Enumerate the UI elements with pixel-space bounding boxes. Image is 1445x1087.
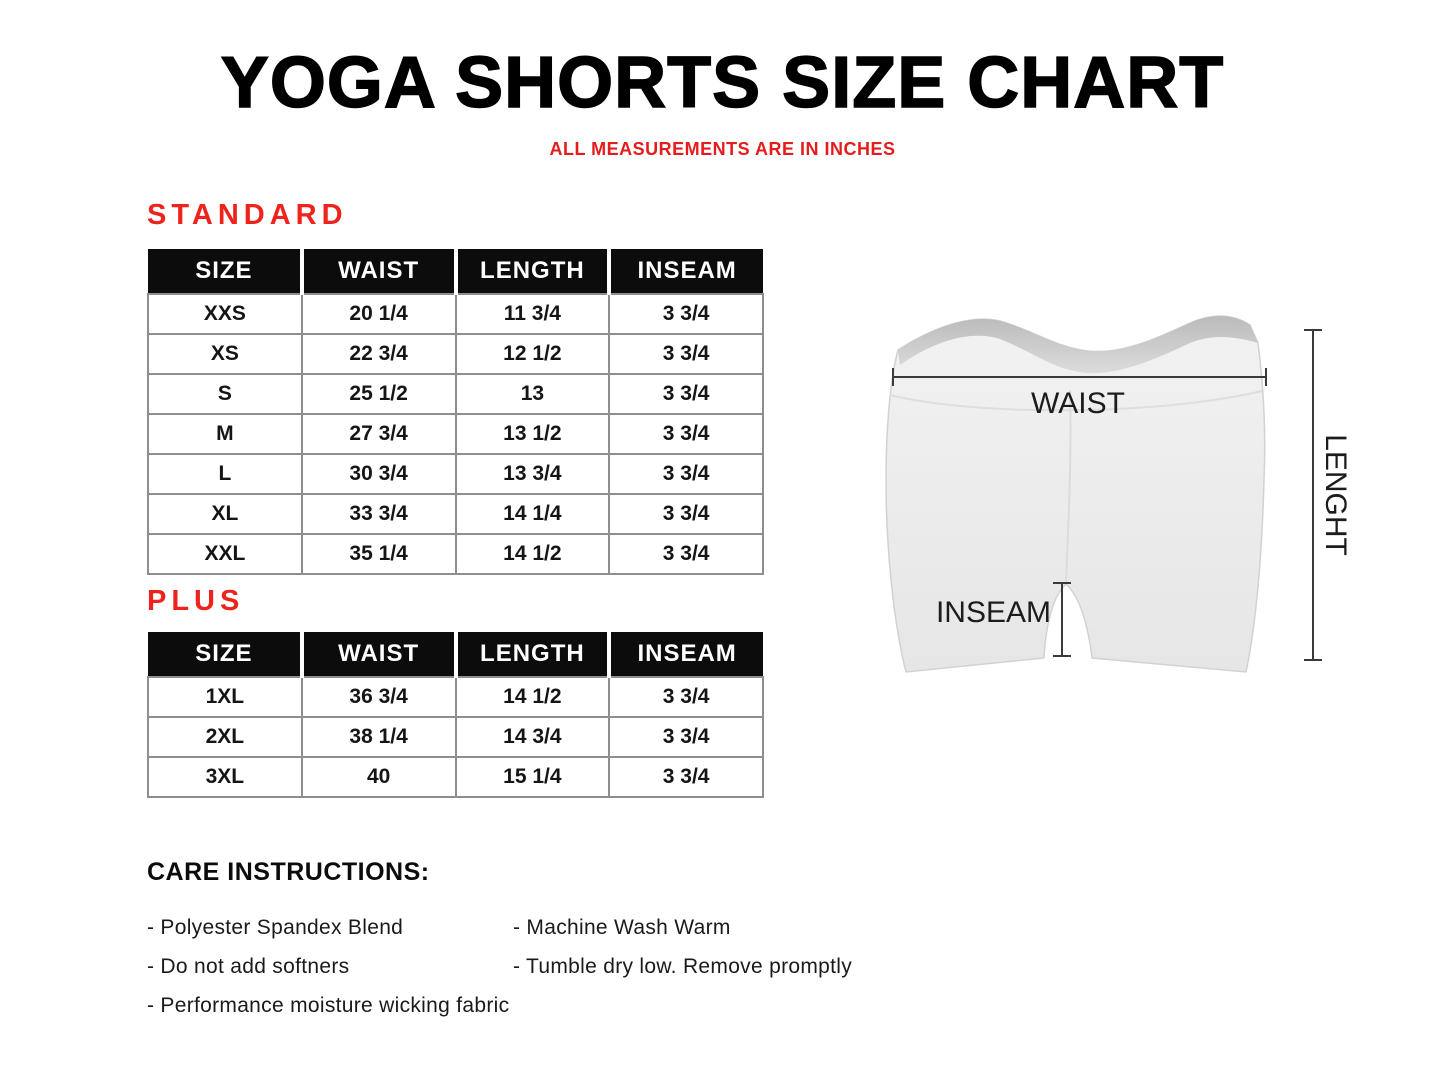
cell-waist: 27 3/4 — [302, 414, 456, 454]
table-row — [148, 494, 763, 534]
cell-size: M — [148, 414, 302, 454]
care-item: - Machine Wash Warm — [513, 916, 731, 939]
waist-label: WAIST — [1031, 387, 1125, 420]
cell-length: 12 1/2 — [456, 334, 610, 374]
page-subtitle: ALL MEASUREMENTS ARE IN INCHES — [549, 139, 896, 159]
shorts-measurement-diagram — [860, 295, 1420, 705]
cell-waist: 22 3/4 — [302, 334, 456, 374]
table-row — [148, 414, 763, 454]
plus-size-table — [147, 632, 764, 798]
cell-length: 15 1/4 — [456, 757, 610, 797]
care-instructions-heading: CARE INSTRUCTIONS: — [147, 858, 430, 886]
cell-length: 11 3/4 — [456, 294, 610, 334]
care-item: - Polyester Spandex Blend — [147, 916, 404, 939]
inseam-label: INSEAM — [935, 596, 1051, 629]
col-header-waist: WAIST — [302, 632, 456, 677]
cell-waist: 20 1/4 — [302, 294, 456, 334]
cell-waist: 30 3/4 — [302, 454, 456, 494]
cell-length: 13 1/2 — [456, 414, 610, 454]
care-item: - Tumble dry low. Remove promptly — [513, 955, 853, 978]
col-header-length: LENGTH — [456, 632, 610, 677]
col-header-waist: WAIST — [302, 249, 456, 294]
cell-size: XS — [148, 334, 302, 374]
table-header-row — [148, 632, 763, 677]
standard-section-label: STANDARD — [147, 199, 348, 231]
table-row — [148, 374, 763, 414]
cell-waist: 40 — [302, 757, 456, 797]
standard-size-table — [147, 249, 764, 575]
col-header-inseam: INSEAM — [609, 249, 763, 294]
cell-size: 3XL — [148, 757, 302, 797]
cell-waist: 35 1/4 — [302, 534, 456, 574]
cell-inseam: 3 3/4 — [609, 534, 763, 574]
table-row — [148, 454, 763, 494]
cell-waist: 33 3/4 — [302, 494, 456, 534]
cell-size: 1XL — [148, 677, 302, 717]
col-header-size: SIZE — [148, 249, 302, 294]
cell-inseam: 3 3/4 — [609, 717, 763, 757]
cell-length: 14 1/2 — [456, 534, 610, 574]
cell-length: 14 3/4 — [456, 717, 610, 757]
table-row — [148, 294, 763, 334]
cell-length: 14 1/2 — [456, 677, 610, 717]
cell-size: L — [148, 454, 302, 494]
table-row — [148, 757, 763, 797]
col-header-size: SIZE — [148, 632, 302, 677]
cell-inseam: 3 3/4 — [609, 414, 763, 454]
col-header-length: LENGTH — [456, 249, 610, 294]
cell-size: XXS — [148, 294, 302, 334]
cell-inseam: 3 3/4 — [609, 454, 763, 494]
cell-inseam: 3 3/4 — [609, 334, 763, 374]
cell-inseam: 3 3/4 — [609, 757, 763, 797]
cell-length: 13 — [456, 374, 610, 414]
page-title: YOGA SHORTS SIZE CHART — [220, 43, 1225, 123]
cell-waist: 36 3/4 — [302, 677, 456, 717]
table-row — [148, 334, 763, 374]
plus-section-label: PLUS — [147, 585, 245, 617]
cell-length: 13 3/4 — [456, 454, 610, 494]
cell-waist: 38 1/4 — [302, 717, 456, 757]
cell-inseam: 3 3/4 — [609, 677, 763, 717]
care-item: - Do not add softners — [147, 955, 350, 978]
cell-length: 14 1/4 — [456, 494, 610, 534]
cell-size: XL — [148, 494, 302, 534]
col-header-inseam: INSEAM — [609, 632, 763, 677]
cell-size: XXL — [148, 534, 302, 574]
table-header-row — [148, 249, 763, 294]
care-list-right — [513, 908, 852, 986]
length-label: LENGHT — [1319, 434, 1352, 556]
cell-inseam: 3 3/4 — [609, 494, 763, 534]
cell-waist: 25 1/2 — [302, 374, 456, 414]
table-row — [148, 534, 763, 574]
table-row — [148, 677, 763, 717]
table-row — [148, 717, 763, 757]
cell-inseam: 3 3/4 — [609, 294, 763, 334]
cell-size: S — [148, 374, 302, 414]
care-item: - Performance moisture wicking fabric — [147, 994, 510, 1017]
cell-inseam: 3 3/4 — [609, 374, 763, 414]
cell-size: 2XL — [148, 717, 302, 757]
care-list-left — [147, 908, 509, 1025]
